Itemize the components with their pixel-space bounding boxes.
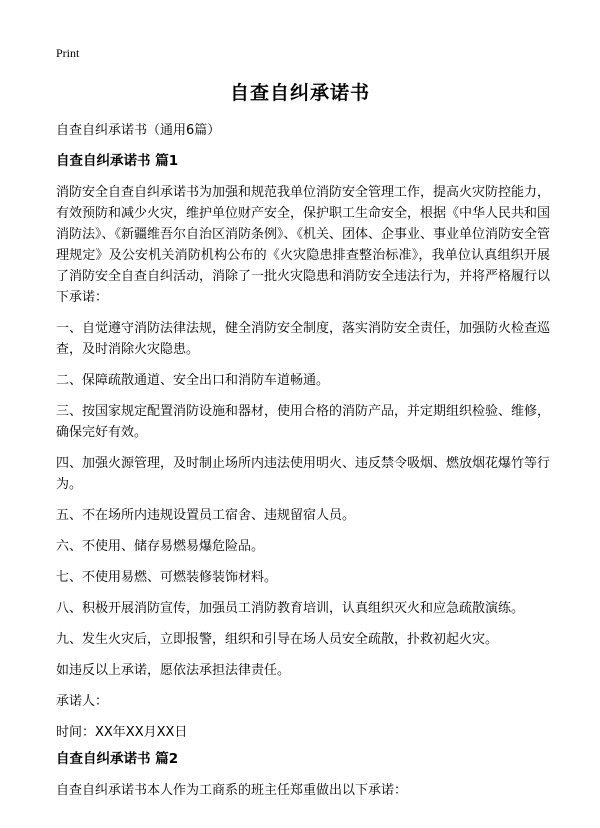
signer-line: 承诺人： [56, 694, 109, 709]
document-subtitle: 自查自纠承诺书（通用6篇） [56, 123, 221, 138]
section-heading-1: 自查自纠承诺书 篇1 [56, 153, 179, 169]
pledge-item-8: 八、积极开展消防宣传，加强员工消防教育培训，认真组织灭火和应急疏散演练。 [56, 601, 525, 616]
pledge-item-4: 四、加强火源管理，及时制止场所内违法使用明火、违反禁令吸烟、燃放烟花爆竹等行为。 [56, 456, 551, 492]
pledge-item-2: 二、保障疏散通道、安全出口和消防车道畅通。 [56, 373, 330, 388]
pledge-item-5: 五、不在场所内违规设置员工宿舍、违规留宿人员。 [56, 508, 356, 523]
section1-intro-paragraph: 消防安全自查自纠承诺书为加强和规范我单位消防安全管理工作，提高火灾防控能力，有效预防和减少火灾，维护单位财产安全，保护职工生命安全，根据《中华人民共和国消防法》、《新疆维吾尔自治区消防条例》、《机关、团体、企事业、事业单位消防安全管理规定》及公安机关消防机构公布的《火灾隐患排查整治标准》，我单位认真组织开展了消防安全自查自纠活动，消除了一批火灾隐患和消防安全违法行为，并将严格履行以下承诺： [56, 185, 551, 305]
closing-statement: 如违反以上承诺，愿依法承担法律责任。 [56, 663, 291, 678]
pledge-item-3: 三、按国家规定配置消防设施和器材，使用合格的消防产品，并定期组织检验、维修，确保完好有效。 [56, 404, 551, 440]
section-heading-2: 自查自纠承诺书 篇2 [56, 751, 179, 767]
pledge-item-1: 一、自觉遵守消防法律法规，健全消防安全制度，落实消防安全责任，加强防火检查巡查，及时消除火灾隐患。 [56, 321, 551, 357]
document-body [56, 120, 550, 811]
print-label: Print [56, 46, 80, 60]
pledge-item-6: 六、不使用、储存易燃易爆危险品。 [56, 539, 265, 554]
date-line: 时间：XX年XX月XX日 [56, 725, 188, 740]
section2-intro-paragraph: 自查自纠承诺书本人作为工商系的班主任郑重做出以下承诺： [56, 783, 408, 798]
document-title: 自查自纠承诺书 [229, 82, 370, 104]
pledge-item-9: 九、发生火灾后，立即报警，组织和引导在场人员安全疏散，扑救初起火灾。 [56, 632, 499, 647]
pledge-item-7: 七、不使用易燃、可燃装修装饰材料。 [56, 570, 278, 585]
